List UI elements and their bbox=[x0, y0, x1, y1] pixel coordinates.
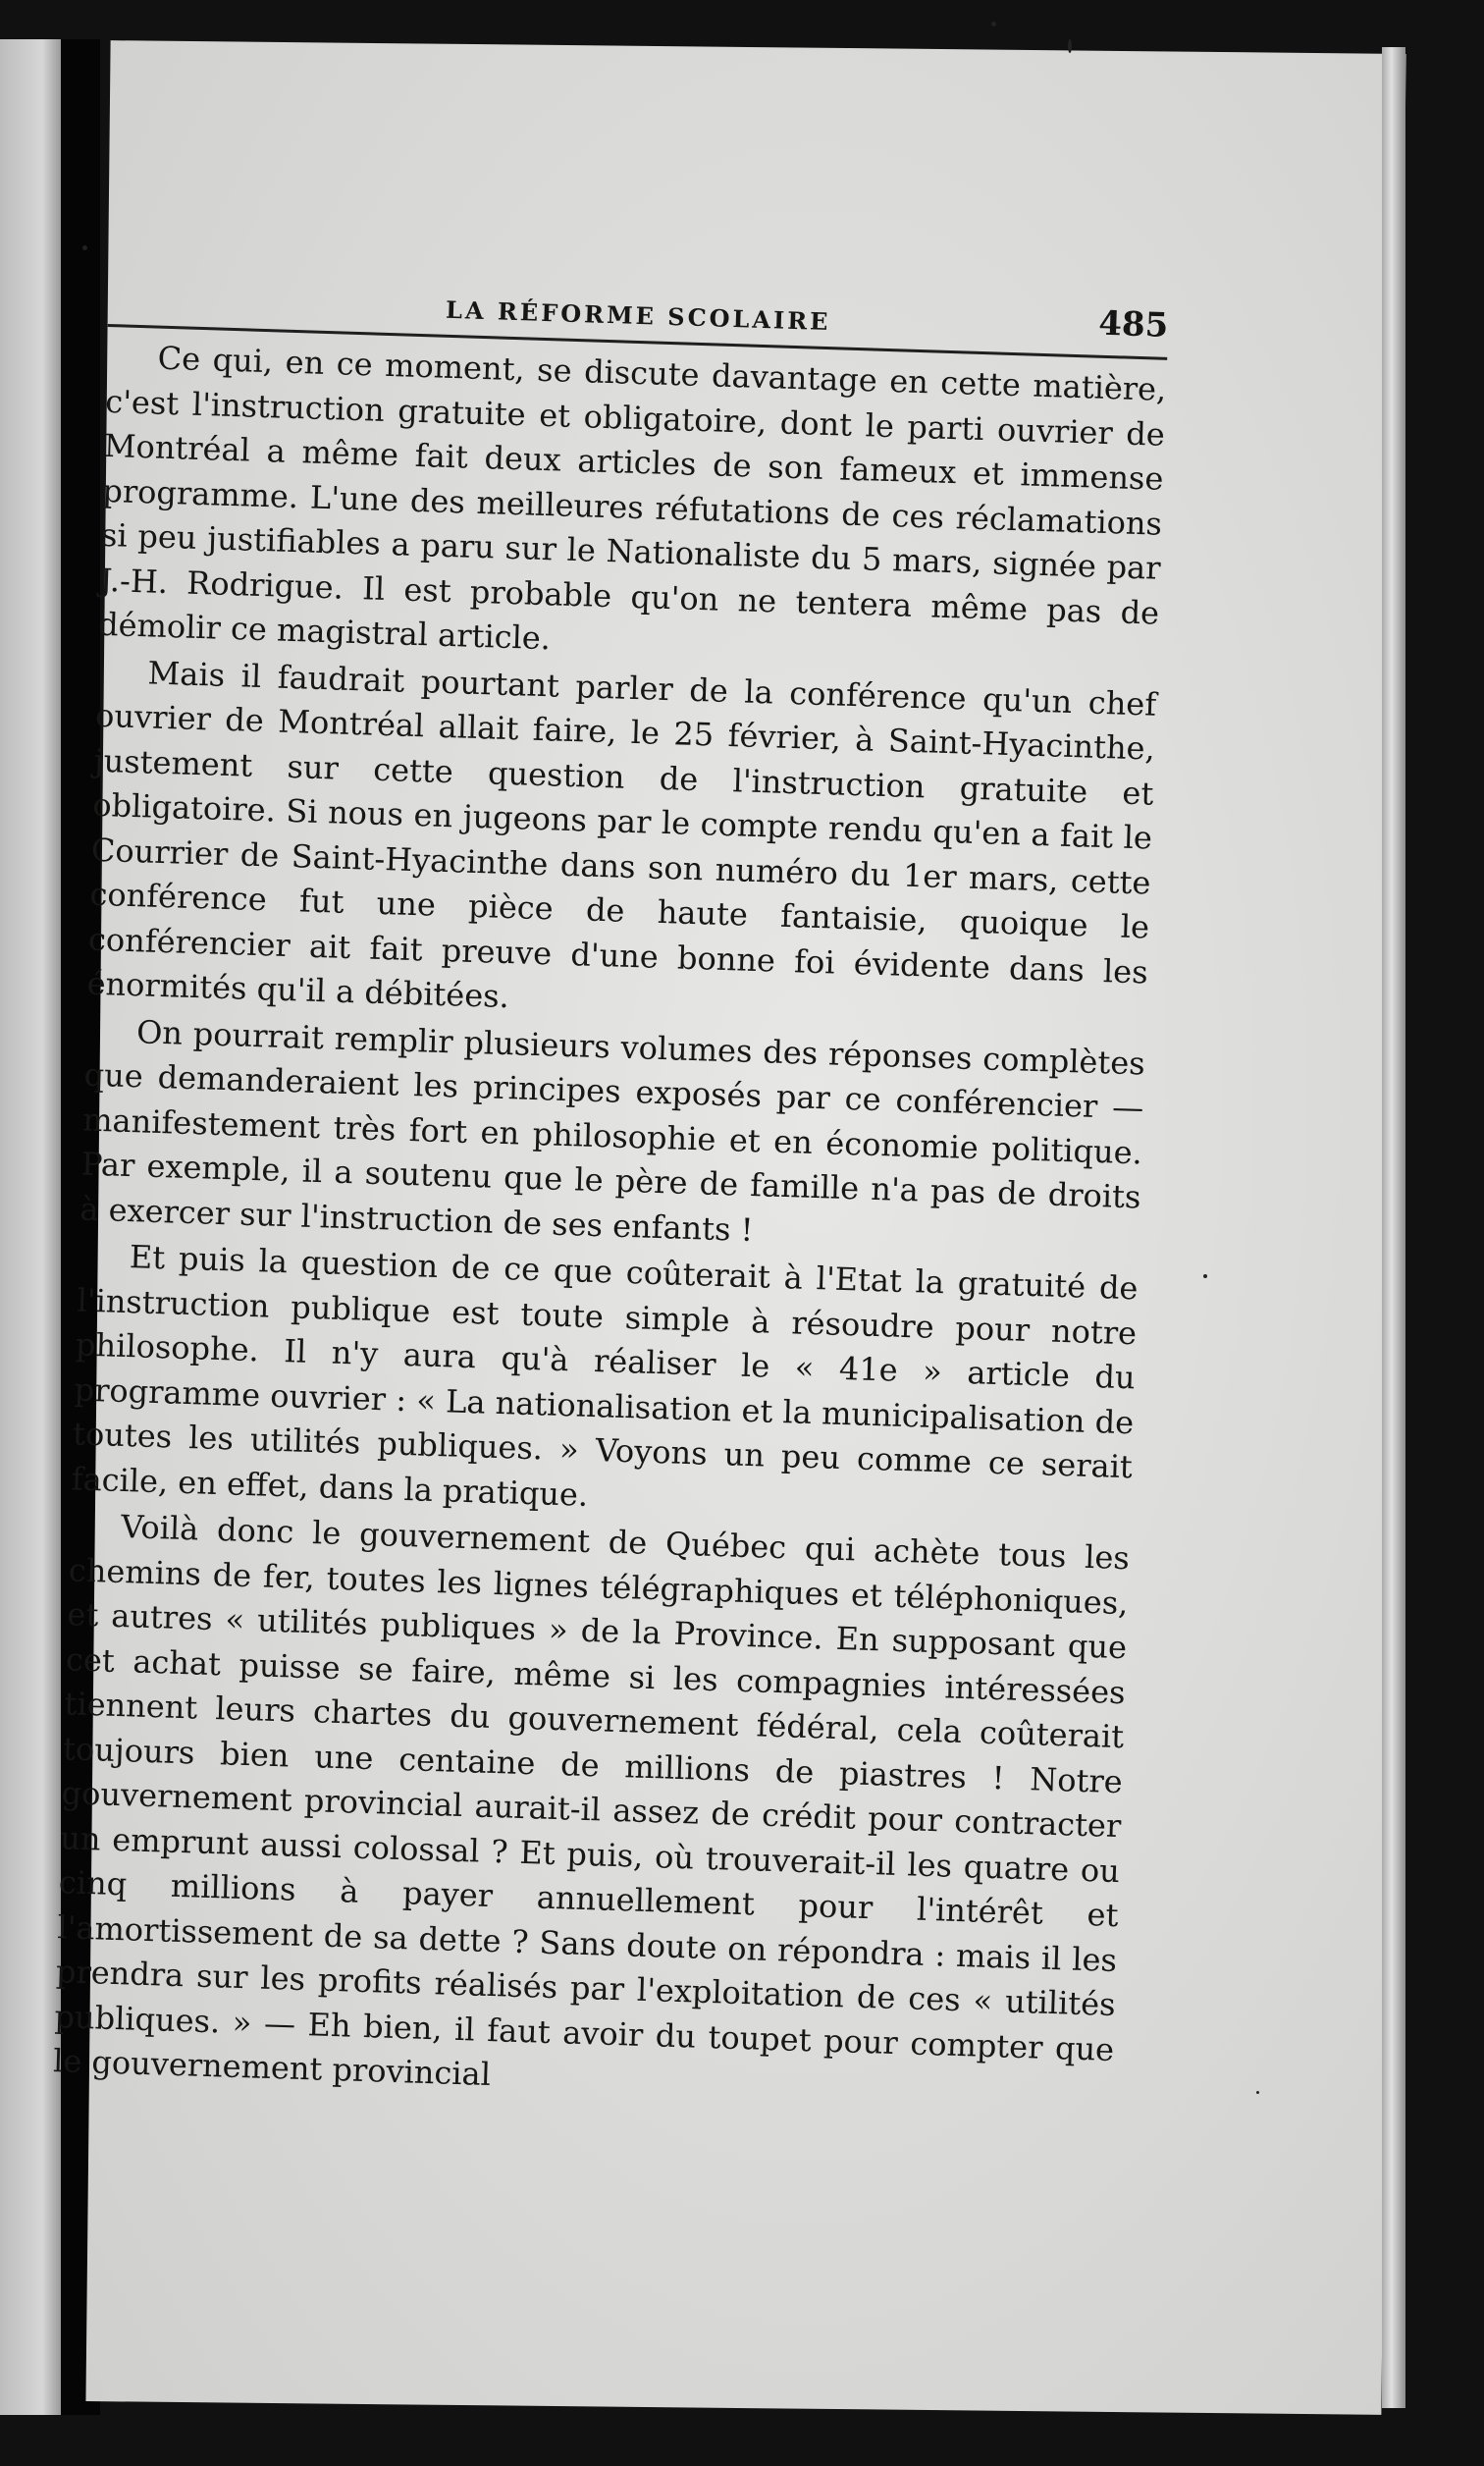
paragraph-1: Ce qui, en ce moment, se discute davantage en cette matière, c'est l'instruction gratuite et obligatoire, dont le parti ouvrier de Montréal a même fait deux articles de son fameux et immense programme. L'une des meilleures réfutations de ces réclamations si peu justifiables a paru sur le Nationaliste du 5 mars, signée par J.-H. Rodrigue. Il est probable qu'on ne tentera même pas de démolir ce magistral article. bbox=[97, 339, 1167, 658]
page-stack-edge bbox=[1382, 47, 1405, 2408]
running-head: LA RÉFORME SCOLAIRE bbox=[445, 295, 831, 337]
facing-page-edge bbox=[0, 39, 61, 2415]
paragraph-4: Et puis la question de ce que coûterait à l'Etat la gratuité de l'instruction publique est toute simple à résoudre pour notre philosophe. Il n'y aura qu'à réaliser le « 41e » article du programme ouvrier : « La nationalisation et la municipalisation de toutes les utilités publiques. » Voyons un peu comme ce serait facile, en effet, dans la pratique. bbox=[71, 1238, 1140, 1514]
paragraph-3: On pourrait remplir plusieurs volumes des réponses complètes que demanderaient les principes exposés par ce conférencier — manifestement très fort en philosophie et en économie politique. Par exemple, il a soutenu que le père de famille n'a pas de droits à exercer sur l'instruction de ses enfants ! bbox=[79, 1012, 1146, 1249]
page-number: 485 bbox=[1097, 303, 1169, 346]
page-content bbox=[52, 255, 1169, 2118]
paragraph-2: Mais il faudrait pourtant parler de la conférence qu'un chef ouvrier de Montréal allait faire, le 25 février, à Saint-Hyacinthe, justement sur cette question de l'instruction gratuite et obligatoire. Si nous en jugeons par le compte rendu qu'en a fait le Courrier de Saint-Hyacinthe dans son numéro du 1er mars, cette conférence fut une pièce de haute fantaisie, quoique le conférencier ait fait preuve d'une bonne foi évidente dans les énormités qu'il a débitées. bbox=[86, 653, 1157, 1016]
paragraph-5: Voilà donc le gouvernement de Québec qui achète tous les chemins de fer, toutes les lignes télégraphiques et téléphoniques, et autres « utilités publiques » de la Province. En supposant que cet achat puisse se faire, même si les compagnies intéressées tiennent leurs chartes du gouvernement fédéral, cela coûterait toujours bien une centaine de millions de piastres ! Notre gouvernement provincial aurait-il assez de crédit pour contracter un emprunt aussi colossal ? Et puis, où trouverait-il les quatre ou cinq millions à payer annuellement pour l'intérêt et l'amortissement de sa dette ? Sans doute on répondra : mais il les prendra sur les profits réalisés par l'exploitation de ces « utilités publiques. » — Eh bien, il faut avoir du toupet pour compter que le gouvernement provincial bbox=[52, 1508, 1131, 2094]
